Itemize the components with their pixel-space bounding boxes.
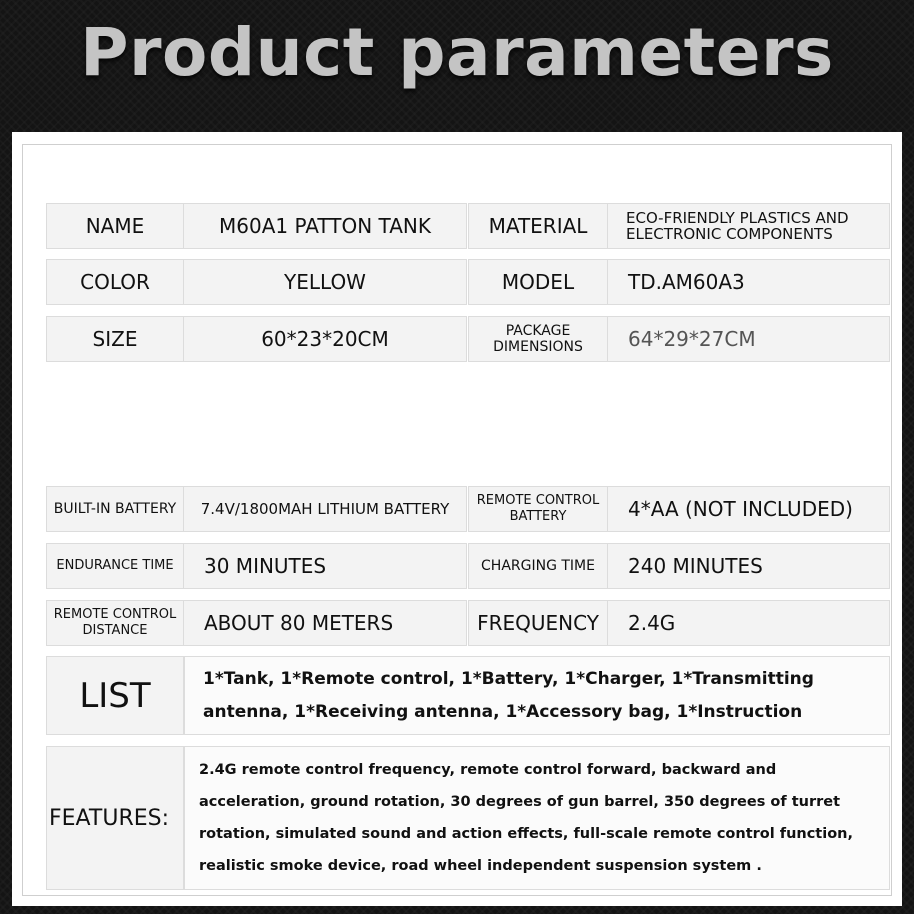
spec-label: COLOR [46,259,184,305]
spec-value: ECO-FRIENDLY PLASTICS AND ELECTRONIC COMPONENTS [607,203,890,249]
features-label: FEATURES: [46,746,184,890]
spec-row-size [46,316,890,362]
spec-value: 60*23*20CM [183,316,467,362]
spec-row-name [46,203,890,249]
spec-label: MODEL [468,259,608,305]
spec-value: ABOUT 80 METERS [183,600,467,646]
spec-row-time [46,543,890,589]
list-value: 1*Tank, 1*Remote control, 1*Battery, 1*Charger, 1*Transmitting antenna, 1*Receiving antenna, 1*Accessory bag, 1*Instruction [184,656,890,735]
spec-value: 7.4V/1800MAH LITHIUM BATTERY [183,486,467,532]
parameters-panel [12,132,902,906]
page-title: Product parameters [80,14,834,91]
parameters-frame [22,144,892,896]
spec-label: NAME [46,203,184,249]
spec-value: 2.4G [607,600,890,646]
spec-value: YELLOW [183,259,467,305]
spec-label: FREQUENCY [468,600,608,646]
list-label: LIST [46,656,184,735]
list-row [46,656,890,735]
features-row [46,746,890,890]
spec-value: 240 MINUTES [607,543,890,589]
spec-label: PACKAGE DIMENSIONS [468,316,608,362]
spec-row-battery [46,486,890,532]
spec-label: REMOTE CONTROL DISTANCE [46,600,184,646]
spec-value: M60A1 PATTON TANK [183,203,467,249]
spec-label: SIZE [46,316,184,362]
spec-row-distance [46,600,890,646]
spec-label: REMOTE CONTROL BATTERY [468,486,608,532]
spec-row-color [46,259,890,305]
spec-label: BUILT-IN BATTERY [46,486,184,532]
features-value: 2.4G remote control frequency, remote control forward, backward and acceleration, ground rotation, 30 degrees of gun barrel, 350 degrees of turret rotation, simulated sound and action effects, full-scale remote control function, realistic smoke device, road wheel independent suspension system . [184,746,890,890]
spec-value: 30 MINUTES [183,543,467,589]
spec-value: 64*29*27CM [607,316,890,362]
spec-label: ENDURANCE TIME [46,543,184,589]
spec-label: CHARGING TIME [468,543,608,589]
spec-value: 4*AA (NOT INCLUDED) [607,486,890,532]
spec-value: TD.AM60A3 [607,259,890,305]
spec-label: MATERIAL [468,203,608,249]
